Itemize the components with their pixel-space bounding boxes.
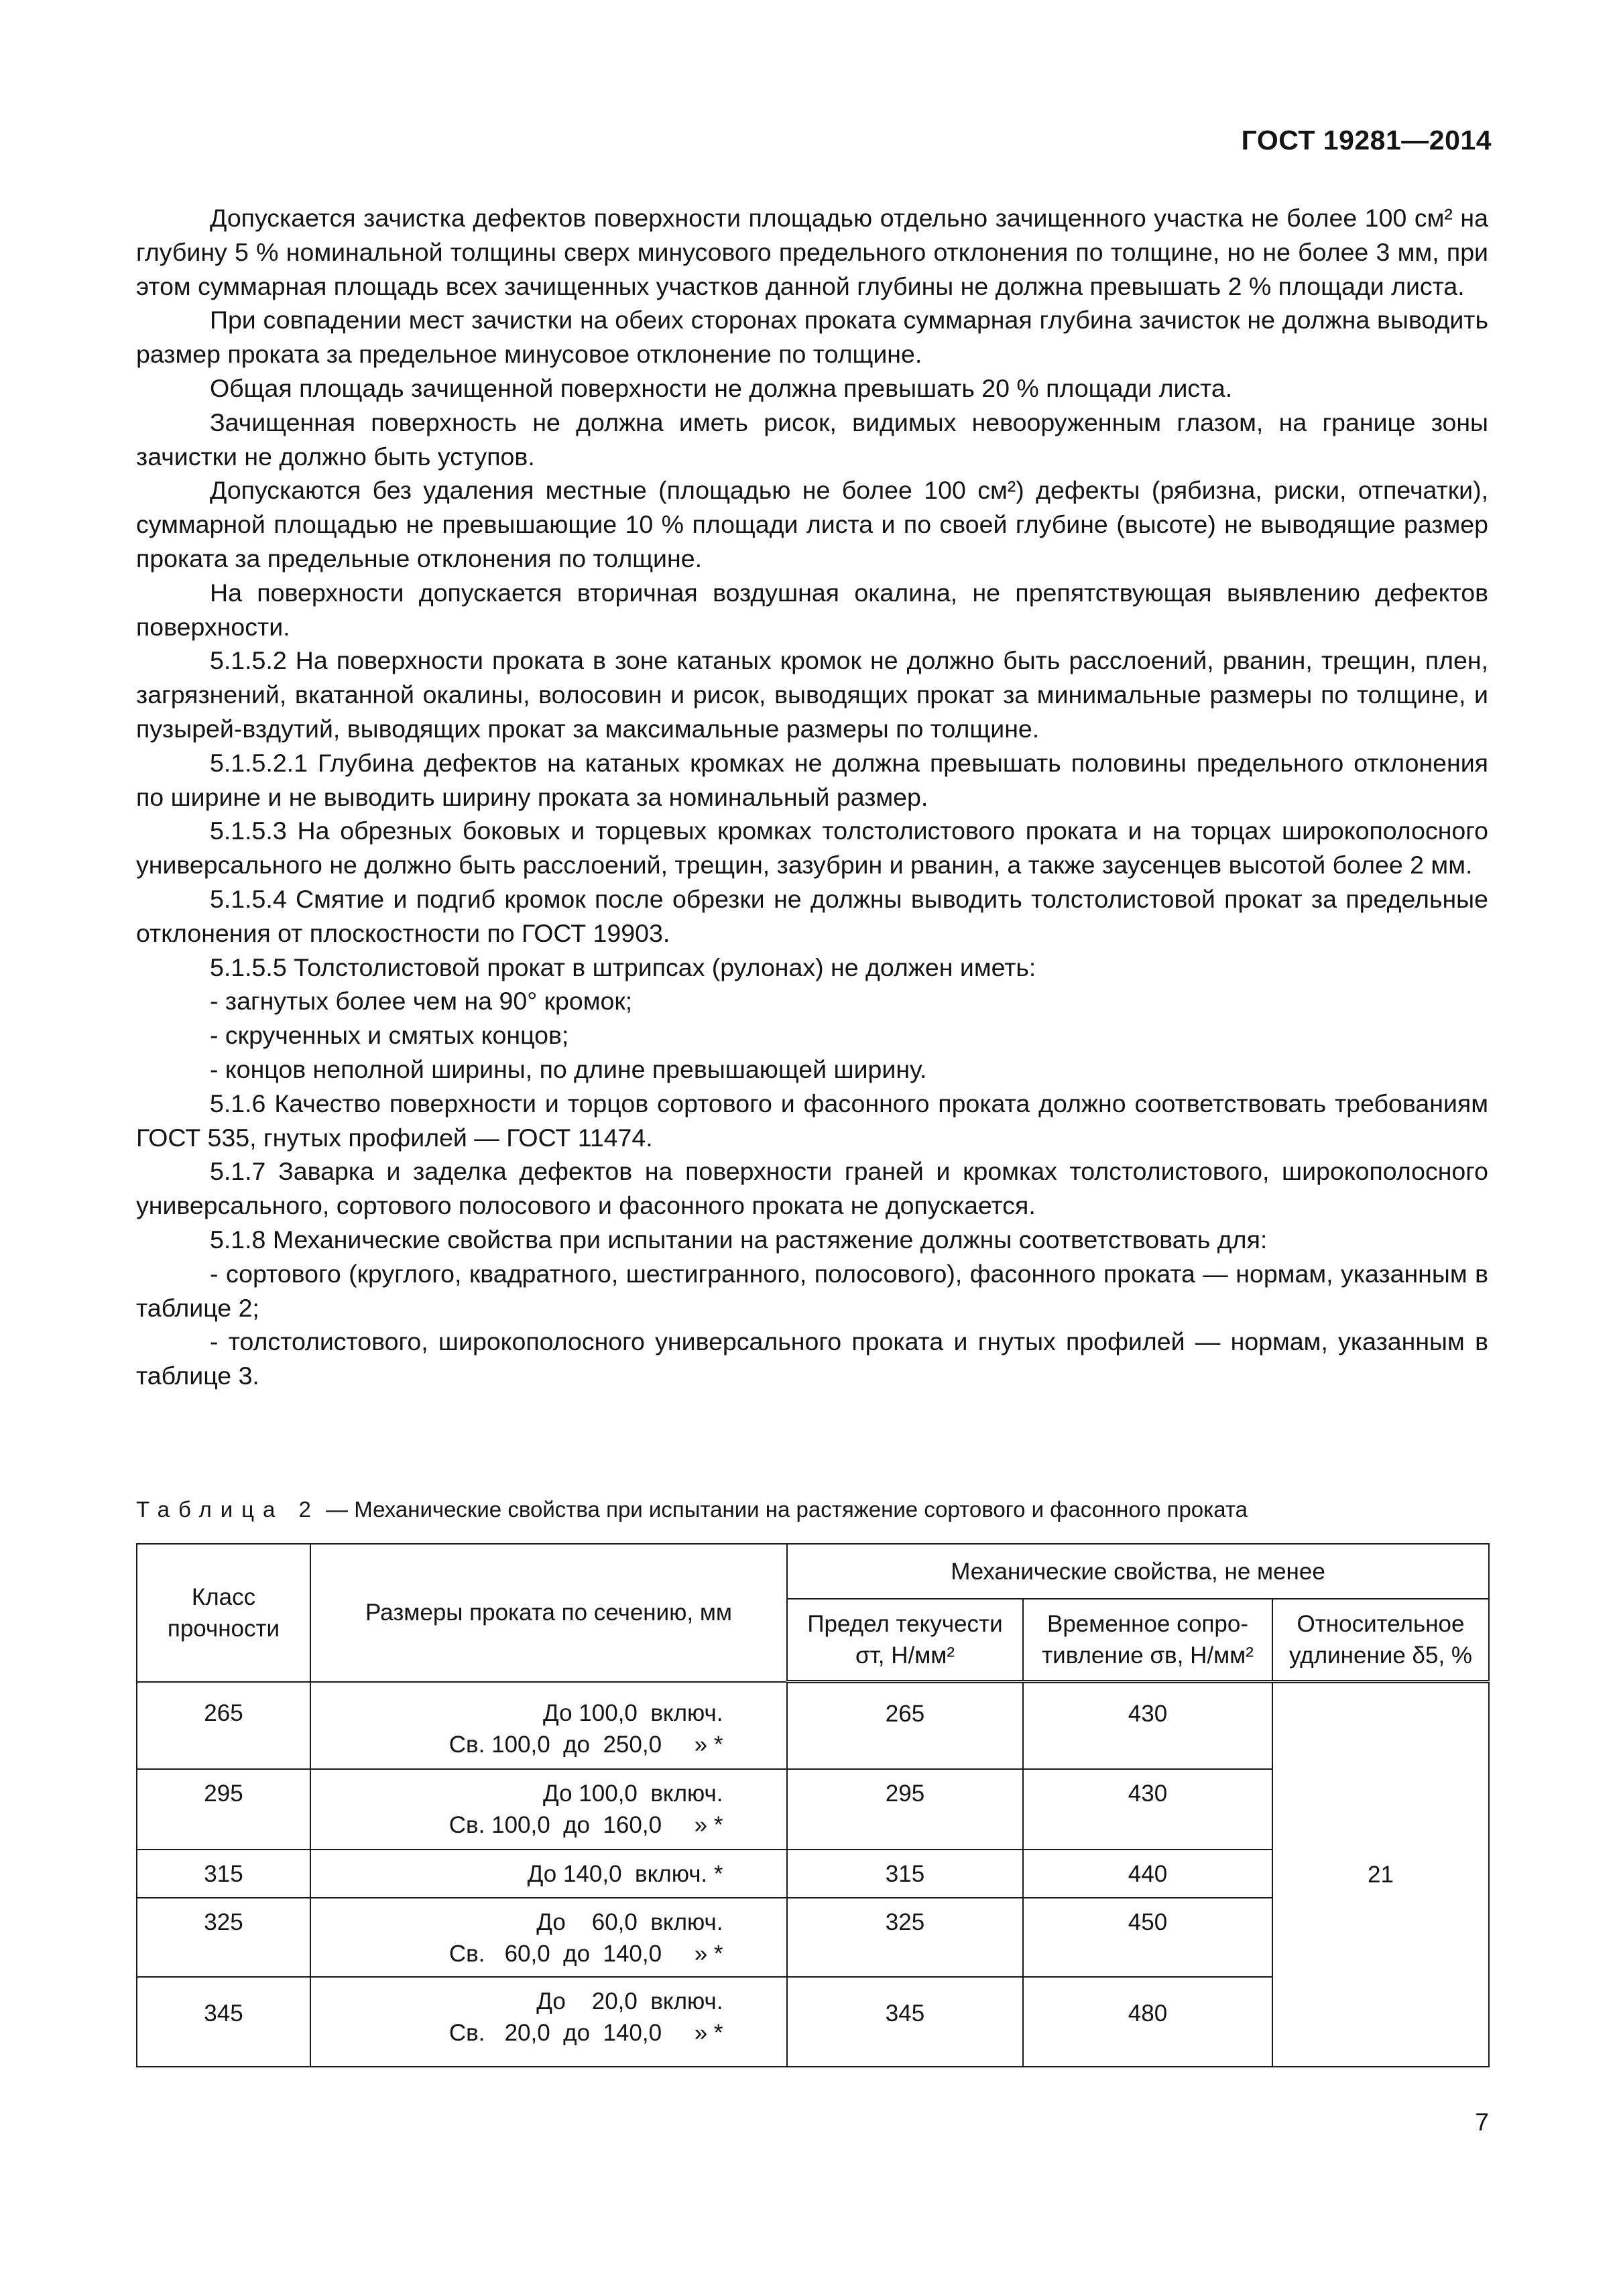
cell-yield: 265 bbox=[787, 1682, 1023, 1769]
paragraph: 5.1.8 Механические свойства при испытании на растяжение должны соответствовать для: bbox=[210, 1225, 1268, 1254]
list-item: - сортового (круглого, квадратного, шестигранного, полосового), фасонного проката — нормам, указанным в таблице 2; bbox=[136, 1259, 1488, 1322]
cell-yield: 295 bbox=[787, 1769, 1023, 1850]
cell-class: 295 bbox=[137, 1769, 310, 1850]
list-item: - скрученных и смятых концов; bbox=[210, 1021, 569, 1050]
cell-tensile: 430 bbox=[1023, 1682, 1272, 1769]
list-item: - концов неполной ширины, по длине превышающей ширину. bbox=[210, 1054, 927, 1083]
size-line: До 20,0 включ. bbox=[536, 1988, 723, 2014]
cell-tensile: 480 bbox=[1023, 1977, 1272, 2067]
cell-class: 325 bbox=[137, 1898, 310, 1977]
cell-tensile: 450 bbox=[1023, 1898, 1272, 1977]
paragraph: Зачищенная поверхность не должна иметь рисок, видимых невооруженным глазом, на границе зоны зачистки не должно быть уступов. bbox=[136, 408, 1488, 471]
size-line: До 60,0 включ. bbox=[536, 1909, 723, 1935]
cell-yield: 345 bbox=[787, 1977, 1023, 2067]
paragraph: 5.1.5.4 Смятие и подгиб кромок после обрезки не должны выводить толстолистовой прокат за предельные отклонения от плоскостности по ГОСТ 19903. bbox=[136, 884, 1488, 947]
header-mechanical-group: Механические свойства, не менее bbox=[787, 1544, 1489, 1599]
paragraph: Общая площадь зачищенной поверхности не должна превышать 20 % площади листа. bbox=[210, 373, 1233, 402]
paragraph: 5.1.5.2.1 Глубина дефектов на катаных кромках не должна превышать половины предельного отклонения по ширине и не выводить ширину проката за номинальный размер. bbox=[136, 748, 1488, 811]
cell-size bbox=[310, 1769, 787, 1850]
size-line: До 100,0 включ. bbox=[543, 1780, 723, 1807]
header-size: Размеры проката по сечению, мм bbox=[310, 1544, 787, 1682]
header-yield-text: Предел текучести bbox=[807, 1611, 1003, 1637]
size-line: До 100,0 включ. bbox=[543, 1699, 723, 1726]
paragraph: Допускаются без удаления местные (площадью не более 100 см²) дефекты (рябизна, риски, отпечатки), суммарной площадью не превышающие 10 % площади листа и по своей глубине (высоте) не выводящие размер проката за предельные отклонения по толщине. bbox=[136, 476, 1488, 572]
cell-size bbox=[310, 1682, 787, 1769]
table-caption bbox=[136, 1497, 1497, 1522]
cell-elongation: 21 bbox=[1272, 1682, 1489, 2067]
paragraph: 5.1.5.2 На поверхности проката в зоне катаных кромок не должно быть расслоений, рванин, трещин, плен, загрязнений, вкатанной окалины, волосовин и рисок, выводящих прокат за минимальные размеры по толщине, и пузырей-вздутий, выводящих прокат за максимальные размеры по толщине. bbox=[136, 646, 1488, 743]
table-row bbox=[137, 1682, 1489, 1769]
list-item: - загнутых более чем на 90° кромок; bbox=[210, 987, 633, 1016]
header-tensile-text: Временное сопро- bbox=[1046, 1611, 1248, 1637]
cell-tensile: 430 bbox=[1023, 1769, 1272, 1850]
paragraph: Допускается зачистка дефектов поверхности площадью отдельно зачищенного участка не более 100 см² на глубину 5 % номинальной толщины сверх минусового предельного отклонения по толщине, но не более 3 мм, при этом суммарная площадь всех зачищенных участков данной глубины не должна превышать 2 % площади листа. bbox=[136, 204, 1488, 300]
header-yield bbox=[787, 1599, 1023, 1682]
cell-class: 315 bbox=[137, 1850, 310, 1898]
size-line: Св. 20,0 до 140,0 » * bbox=[448, 2019, 723, 2046]
paragraph: 5.1.6 Качество поверхности и торцов сортового и фасонного проката должно соответствовать требованиям ГОСТ 535, гнутых профилей — ГОСТ 11474. bbox=[136, 1089, 1488, 1152]
header-yield-unit: σт, Н/мм² bbox=[855, 1642, 955, 1669]
table-caption-text: — Механические свойства при испытании на растяжение сортового и фасонного проката bbox=[319, 1497, 1248, 1522]
table-caption-label: Таблица 2 bbox=[136, 1497, 320, 1522]
header-tensile bbox=[1023, 1599, 1272, 1682]
cell-yield: 325 bbox=[787, 1898, 1023, 1977]
size-line: Св. 100,0 до 250,0 » * bbox=[448, 1731, 723, 1758]
size-line: До 140,0 включ. * bbox=[527, 1860, 723, 1887]
header-elongation bbox=[1272, 1599, 1489, 1682]
paragraph: 5.1.7 Заварка и заделка дефектов на поверхности граней и кромках толстолистового, широкополосного универсального, сортового полосового и фасонного проката не допускается. bbox=[136, 1157, 1488, 1220]
paragraph: При совпадении мест зачистки на обеих сторонах проката суммарная глубина зачисток не должна выводить размер проката за предельное минусовое отклонение по толщине. bbox=[136, 306, 1488, 369]
cell-class: 345 bbox=[137, 1977, 310, 2067]
body-text bbox=[136, 201, 1488, 1393]
size-line: Св. 60,0 до 140,0 » * bbox=[448, 1940, 723, 1967]
cell-size bbox=[310, 1898, 787, 1977]
header-class: Класс прочности bbox=[137, 1544, 310, 1682]
paragraph: 5.1.5.5 Толстолистовой прокат в штрипсах (рулонах) не должен иметь: bbox=[210, 953, 1036, 981]
paragraph: 5.1.5.3 На обрезных боковых и торцевых кромках толстолистового проката и на торцах широкополосного универсального не должно быть расслоений, трещин, зазубрин и рванин, а также заусенцев высотой более 2 мм. bbox=[136, 817, 1488, 880]
cell-class: 265 bbox=[137, 1682, 310, 1769]
header-elongation-text: Относительное bbox=[1297, 1611, 1465, 1637]
size-line: Св. 100,0 до 160,0 » * bbox=[448, 1811, 723, 1838]
list-item: - толстолистового, широкополосного универсального проката и гнутых профилей — нормам, указанным в таблице 3. bbox=[136, 1327, 1488, 1390]
cell-tensile: 440 bbox=[1023, 1850, 1272, 1898]
page-number: 7 bbox=[1475, 2108, 1489, 2136]
cell-size bbox=[310, 1977, 787, 2067]
header-tensile-unit: тивление σв, Н/мм² bbox=[1042, 1642, 1254, 1669]
header-elongation-unit: удлинение δ5, % bbox=[1288, 1642, 1473, 1669]
paragraph: На поверхности допускается вторичная воздушная окалина, не препятствующая выявлению дефектов поверхности. bbox=[136, 578, 1488, 641]
cell-yield: 315 bbox=[787, 1850, 1023, 1898]
cell-size bbox=[310, 1850, 787, 1898]
document-header: ГОСТ 19281—2014 bbox=[1241, 125, 1492, 156]
mechanical-properties-table bbox=[136, 1543, 1490, 2067]
